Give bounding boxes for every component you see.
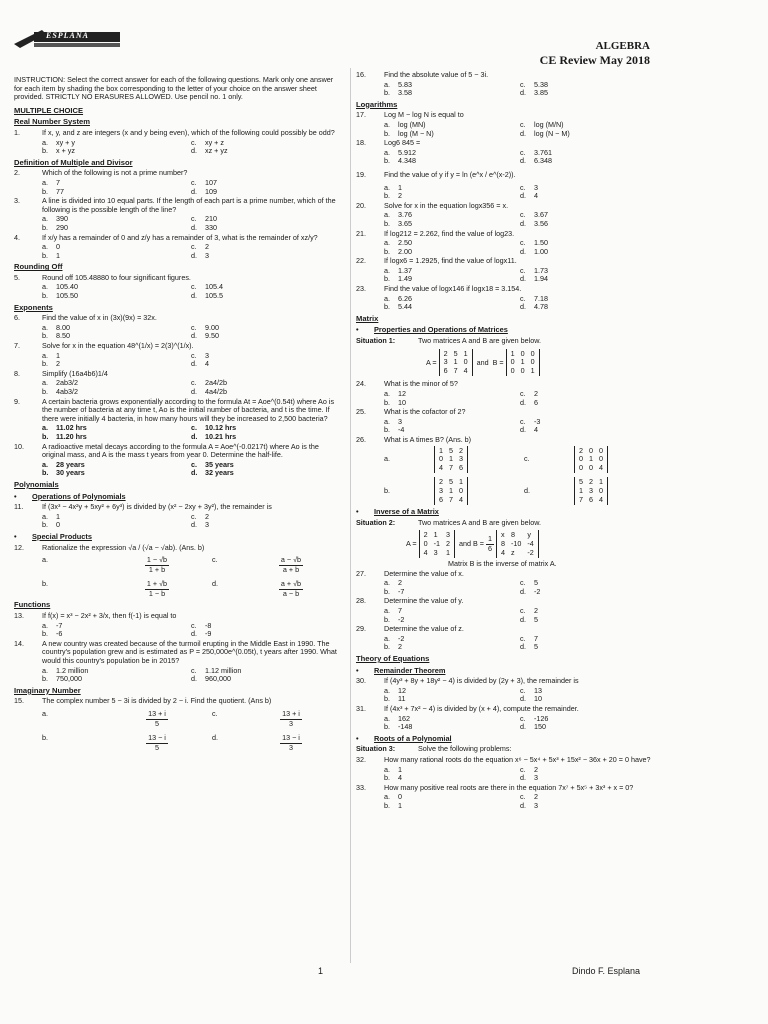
matrix-2a: 2 1 3 0 -1 2 4 3 1 <box>419 530 455 558</box>
choices-28: a. 7 c. 2 b. -2 d. 5 <box>384 606 538 624</box>
choices-22: a. 1.37 c. 1.73 b. 1.49 d. 1.94 <box>384 265 548 284</box>
subsection-title: • Special Products <box>32 533 340 542</box>
choices-12: a. $\frac{1 - √b}{1 + b}$ c. $\frac{a - √b}{a + b}$ b. $\frac{1 + √b}{1 - b}$ d. $\frac{a + √b}{a - b}$ <box>42 555 302 598</box>
section-title: Rounding Off <box>14 262 63 272</box>
question-20: 20. Solve for x in the equation logx356 = x. <box>356 200 509 210</box>
choices-2: a. 7 c. 107 b. 77 d. 109 <box>42 177 217 196</box>
situation-2-note: Matrix B is the inverse of matrix A. <box>448 559 557 569</box>
matrix-a: 2 5 1 3 1 0 6 7 4 <box>439 349 473 377</box>
question-17: 17. Log M − log N is equal to <box>356 110 464 120</box>
section-title: Exponents <box>14 302 53 312</box>
choices-9: a. 11.02 hrs c. 10.12 hrs b. 11.20 hrs d. 10.21 hrs <box>42 423 237 441</box>
right-column <box>356 70 656 811</box>
logo-text: ESPLANA <box>46 31 90 40</box>
question-18: 18. Log6 845 = <box>356 138 421 148</box>
question-6: 6. Find the value of x in (3x)(9x) = 32x. <box>14 313 157 323</box>
choices-32: a. 1 c. 2 b. 4 d. 3 <box>384 764 538 783</box>
subsection-title: • Inverse of a Matrix <box>374 508 656 517</box>
choices-26: a. 1 5 2 0 1 3 4 7 6 c. 2 0 0 0 1 0 0 0 4 b. 2 5 1 3 1 0 6 7 4 d. 5 2 1 1 3 0 7 6 4 <box>384 446 656 506</box>
left-column <box>14 76 340 752</box>
question-29: 29. Determine the value of z. <box>356 624 464 634</box>
question-25: 25. What is the cofactor of 2? <box>356 407 466 417</box>
instructions: INSTRUCTION: Select the correct answer for each of the following questions. Mark only one answer for each item by shading the box corresponding to the letter of your choice on the answer sheet provided. STRICTLY NO ERASURES ALLOWED. Use pencil no. 1 only. <box>14 75 334 102</box>
choices-27: a. 2 c. 5 b. -7 d. -2 <box>384 578 541 596</box>
section-title: MULTIPLE CHOICE <box>14 105 84 115</box>
choices-29: a. -2 c. 7 b. 2 d. 5 <box>384 633 538 652</box>
situation-3: Situation 3: Solve the following problems: <box>356 744 512 754</box>
choices-16: a. 5.83 c. 5.38 b. 3.58 d. 3.85 <box>384 79 548 98</box>
choices-14: a. 1.2 million c. 1.12 million b. 750,000 d. 960,000 <box>42 665 242 684</box>
choices-17: a. log (MN) c. log (M/N) b. log (M − N) d. log (N − M) <box>384 119 570 138</box>
review-title: CE Review May 2018 <box>539 53 650 67</box>
question-30: 30. If (4y³ + 8y + 18y² − 4) is divided by (2y + 3), the remainder is <box>356 676 579 686</box>
situation-2: Situation 2: Two matrices A and B are given below. <box>356 517 542 527</box>
question-10: 10. A radioactive metal decays according to the formula A = Aoe^(-0.0217t) where Ao is the original mass, and A is the mass t years from year 0. Determine the half-life. <box>14 441 319 460</box>
section-title: Functions <box>14 600 51 610</box>
situation-1: Situation 1: Two matrices A and B are given below. <box>356 336 542 346</box>
page-number: 1 <box>318 966 324 976</box>
matrices-2: A = 2 1 3 0 -1 2 4 3 1 and B = $\frac{1}{6}$ x 8 y 8 -10 -4 4 z -2 <box>406 530 656 558</box>
choices-13: a. -7 c. -8 b. -6 d. -9 <box>42 620 212 639</box>
question-2: 2. Which of the following is not a prime number? <box>14 168 188 178</box>
question-1: 1. If x, y, and z are integers (x and y being even), which of the following could possibly be odd? <box>14 127 335 137</box>
question-9: 9. A certain bacteria grows exponentially according to the formula At = Aoe^(0.54t) where Ao is the number of bacteria at any time t, Ao is the initial number of bacteria, and t is the time. If there were initially 4 bacteria, in how many hours will they be increased to 2,500 bacteria? <box>14 396 335 423</box>
choices-10: a. 28 years c. 35 years b. 30 years d. 32 years <box>42 459 234 478</box>
question-11: 11. If (3x³ − 4x²y + 5xy² + 6y³) is divided by (x² − 2xy + 3y²), the remainder is <box>14 502 272 512</box>
question-32: 32. How many rational roots do the equation x⁶ − 5x⁴ + 5x³ + 15x² − 36x + 20 = 0 have? <box>356 754 651 764</box>
question-28: 28. Determine the value of y. <box>356 596 464 606</box>
question-5: 5. Round off 105.48880 to four significant figures. <box>14 272 191 282</box>
question-13: 13. If f(x) = x³ − 2x² + 3/x, then f(-1) is equal to <box>14 611 177 621</box>
question-4: 4. If x/y has a remainder of 0 and z/y has a remainder of 3, what is the remainder of xz/y? <box>14 232 318 242</box>
choices-23: a. 6.26 c. 7.18 b. 5.44 d. 4.78 <box>384 293 548 312</box>
matrix-26a: 1 5 2 0 1 3 4 7 6 <box>434 446 468 474</box>
choices-5: a. 105.40 c. 105.4 b. 105.50 d. 105.5 <box>42 282 223 301</box>
choices-7: a. 1 c. 3 b. 2 d. 4 <box>42 350 209 369</box>
choices-8: a. 2ab3/2 c. 2a4/2b b. 4ab3/2 d. 4a4/2b <box>42 378 227 396</box>
subsection-title: • Properties and Operations of Matrices <box>374 326 656 335</box>
section-title: Real Number System <box>14 117 90 127</box>
choices-3: a. 390 c. 210 b. 290 d. 330 <box>42 214 217 232</box>
section-title: Logarithms <box>356 99 398 109</box>
matrix-26b: 2 5 1 3 1 0 6 7 4 <box>434 477 468 505</box>
choices-4: a. 0 c. 2 b. 1 d. 3 <box>42 242 209 260</box>
choices-11: a. 1 c. 2 b. 0 d. 3 <box>42 511 209 530</box>
choices-20: a. 3.76 c. 3.67 b. 3.65 d. 3.56 <box>384 210 548 228</box>
question-16: 16. Find the absolute value of 5 − 3i. <box>356 70 489 79</box>
choices-19: a. 1 c. 3 b. 2 d. 4 <box>384 182 538 201</box>
matrix-26d: 5 2 1 1 3 0 7 6 4 <box>574 477 608 505</box>
section-title: Definition of Multiple and Divisor <box>14 157 133 167</box>
question-23: 23. Find the value of logx146 if logx18 = 3.154. <box>356 284 522 294</box>
choices-18: a. 5.912 c. 3.761 b. 4.348 d. 6.348 <box>384 147 552 166</box>
question-26: 26. What is A times B? (Ans. b) <box>356 434 472 444</box>
subject-title: ALGEBRA <box>595 40 650 52</box>
subsection-title: • Remainder Theorem <box>374 667 656 676</box>
subsection-title: • Roots of a Polynomial <box>374 735 656 744</box>
choices-24: a. 12 c. 2 b. 10 d. 6 <box>384 389 538 407</box>
question-21: 21. If log212 = 2.262, find the value of log23. <box>356 228 515 238</box>
author-name: Dindo F. Esplana <box>572 966 641 976</box>
question-8: 8. Simplify (16a4b6)1/4 <box>14 368 108 378</box>
choices-30: a. 12 c. 13 b. 11 d. 10 <box>384 685 542 704</box>
choices-33: a. 0 c. 2 b. 1 d. 3 <box>384 792 538 810</box>
section-title: Polynomials <box>14 479 59 489</box>
column-divider <box>350 68 351 963</box>
matrix-b: 1 0 0 0 1 0 0 0 1 <box>506 349 540 377</box>
question-22: 22. If logx6 = 1.2925, find the value of logx11. <box>356 256 517 266</box>
choices-25: a. 3 c. -3 b. -4 d. 4 <box>384 416 541 435</box>
question-31: 31. If (4x³ + 7x² − 4) is divided by (x + 4), compute the remainder. <box>356 704 579 713</box>
question-27: 27. Determine the value of x. <box>356 568 464 578</box>
question-14: 14. A new country was created because of the turmoil erupting in the Middle East in 1990. The country's population grew and is estimated as P = 250,000e^(0.05t), t years after 1990. What would this country's population be in 2015? <box>14 638 337 666</box>
section-title: Matrix <box>356 313 379 323</box>
question-3: 3. A line is divided into 10 equal parts. If the length of each part is a prime number, which of the following is the possible length of the line? <box>14 196 336 214</box>
matrix-2b: x 8 y 8 -10 -4 4 z -2 <box>496 530 539 558</box>
question-15: 15. The complex number 5 − 3i is divided by 2 − i. Find the quotient. (Ans b) <box>14 696 272 706</box>
choices-21: a. 2.50 c. 1.50 b. 2.00 d. 1.00 <box>384 238 548 256</box>
question-19: 19. Find the value of y if y = ln (e^x / e^(x-2)). <box>356 169 516 179</box>
section-title: Imaginary Number <box>14 685 81 695</box>
section-title: Theory of Equations <box>356 654 430 664</box>
question-7: 7. Solve for x in the equation 48^(1/x) = 2(3)^(1/x). <box>14 341 194 351</box>
matrices-ab: A = 2 5 1 3 1 0 6 7 4 and B = 1 0 0 0 1 0 0 0 1 <box>426 349 656 377</box>
subsection-title: • Operations of Polynomials <box>32 493 340 502</box>
choices-1: a. xy + y c. xy + z b. x + yz d. xz + yz <box>42 137 228 156</box>
question-12: 12. Rationalize the expression √a / (√a − √ab). (Ans. b) <box>14 542 205 552</box>
choices-6: a. 8.00 c. 9.00 b. 8.50 d. 9.50 <box>42 322 219 341</box>
question-33: 33. How many positive real roots are there in the equation 7x⁷ + 5x⁵ + 3x³ + x = 0? <box>356 782 634 792</box>
choices-31: a. 162 c. -126 b. -148 d. 150 <box>384 713 549 732</box>
matrix-26c: 2 0 0 0 1 0 0 0 4 <box>574 446 608 474</box>
question-24: 24. What is the minor of 5? <box>356 379 458 389</box>
choices-15: a. $\frac{13 + i}{5}$ c. $\frac{13 + i}{3}$ b. $\frac{13 - i}{5}$ d. $\frac{13 - i}{3}$ <box>42 709 300 752</box>
